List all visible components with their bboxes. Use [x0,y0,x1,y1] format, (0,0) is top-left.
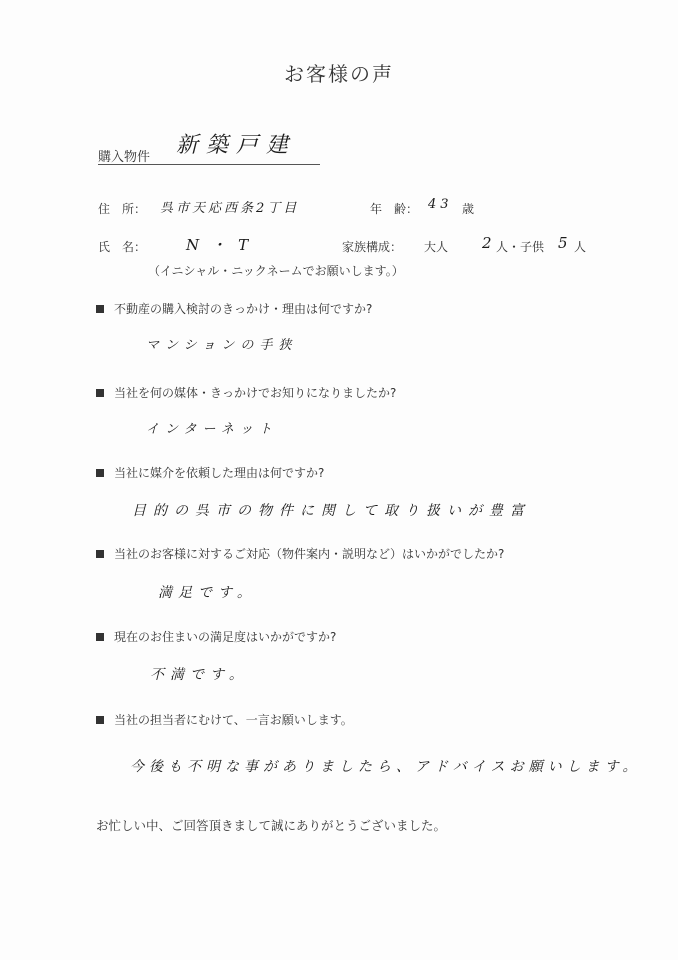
family-adults: 2 [482,234,498,252]
question-text: 当社を何の媒体・きっかけでお知りになりましたか? [114,386,397,400]
answer-4: 満足です。 [158,585,257,601]
question-1 [96,300,372,317]
question-text: 当社の担当者にむけて、一言お願いします。 [114,713,353,727]
name-value: N・T [186,236,261,254]
property-label: 購入物件 [98,150,151,165]
family-adult-suffix: 人・子供 [496,240,545,254]
question-text: 不動産の購入検討のきっかけ・理由は何ですか? [114,302,373,316]
name-label: 氏 名： [98,240,147,254]
family-children: 5 [558,234,574,252]
question-5 [96,628,336,645]
answer-5: 不満です。 [150,667,249,683]
family-child-suffix: 人 [574,240,587,254]
question-text: 当社のお客様に対するご対応（物件案内・説明など）はいかがでしたか? [114,547,505,561]
closing-message: お忙しい中、ご回答頂きまして誠にありがとうございました。 [96,818,447,833]
page-title: お客様の声 [284,62,394,86]
question-text: 現在のお住まいの満足度はいかがですか? [114,630,337,644]
question-4 [96,545,504,562]
age-unit: 歳 [462,202,475,216]
family-adult-prefix: 大人 [424,240,449,254]
question-6 [96,711,353,728]
answer-6: 今後も不明な事がありましたら、アドバイスお願いします。 [130,759,642,775]
age-label: 年 齢： [370,202,419,216]
answer-2: インターネット [146,422,278,437]
family-label: 家族構成： [342,240,403,254]
bullet-square-icon [96,469,104,477]
property-value: 新築戸建 [176,133,297,158]
address-label: 住 所： [98,202,147,216]
bullet-square-icon [96,305,104,313]
bullet-square-icon [96,716,104,724]
name-note: （イニシャル・ニックネームでお願いします。） [148,264,404,278]
question-text: 当社に媒介を依頼した理由は何ですか? [114,466,325,480]
address-value: 呉市天応西条2丁目 [160,201,300,216]
bullet-square-icon [96,550,104,558]
bullet-square-icon [96,389,104,397]
question-3 [96,464,324,481]
age-value: 43 [428,197,453,212]
answer-3: 目的の呉市の物件に関して取り扱いが豊富 [132,503,531,519]
question-2 [96,384,396,401]
property-underline [98,164,320,165]
bullet-square-icon [96,633,104,641]
answer-1: マンションの手狭 [146,338,298,353]
